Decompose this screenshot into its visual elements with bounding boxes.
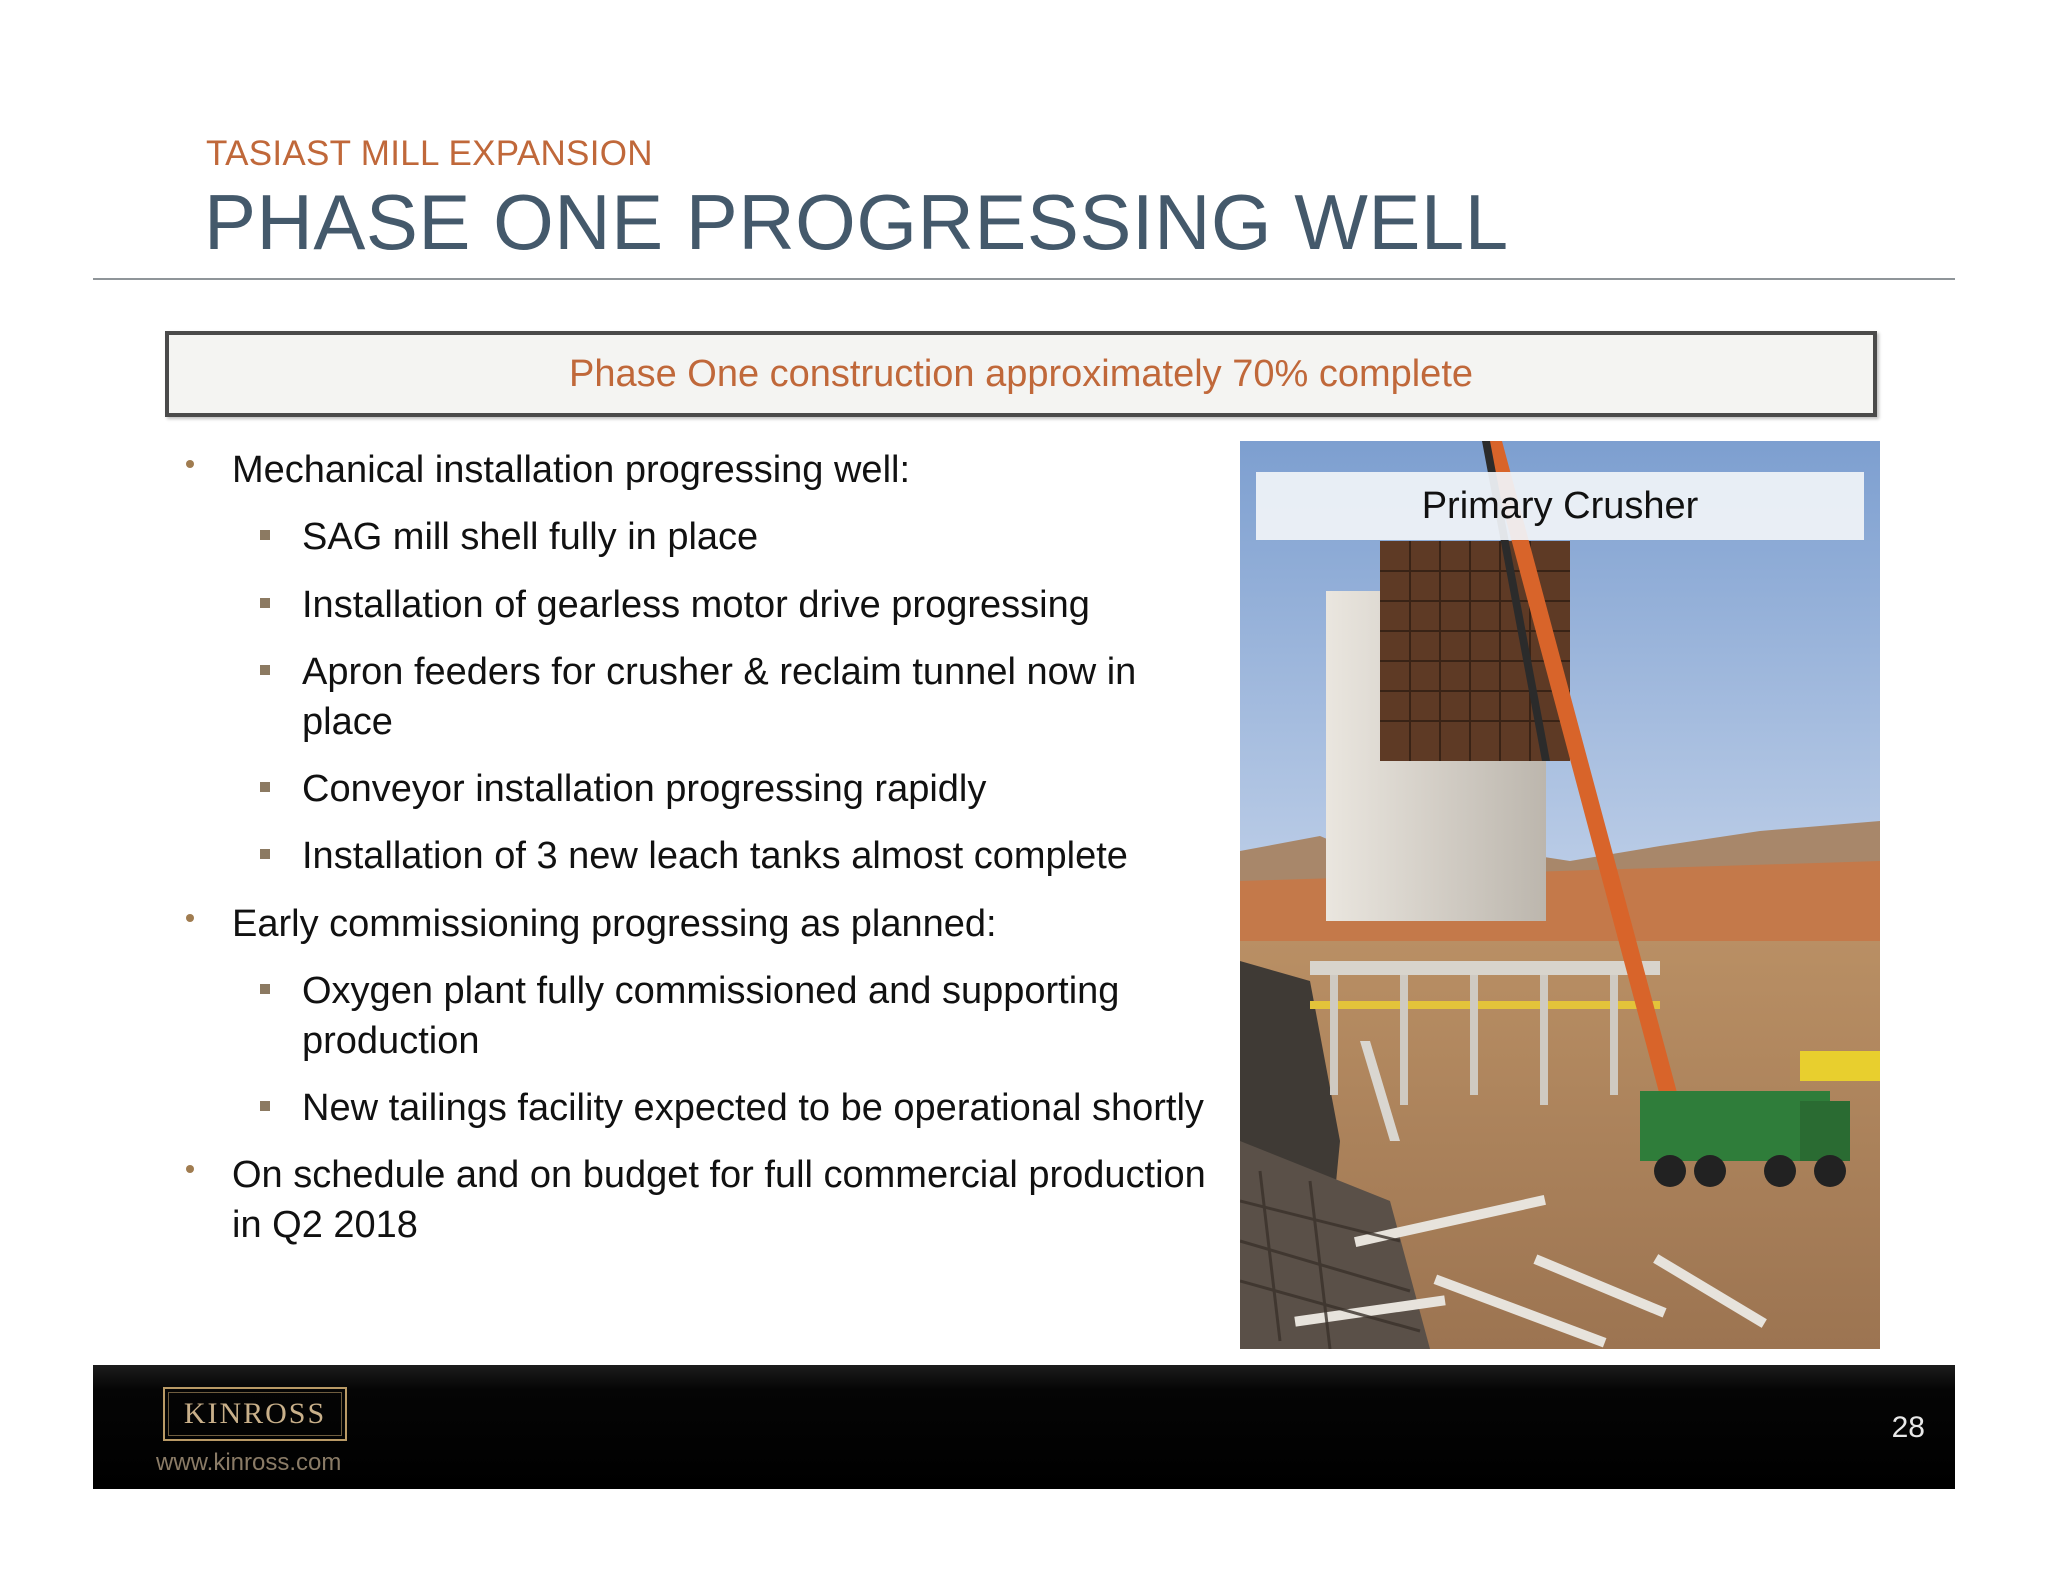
page-title: PHASE ONE PROGRESSING WELL <box>204 178 1509 266</box>
photo-caption: Primary Crusher <box>1256 472 1864 540</box>
sub-bullet-text: SAG mill shell fully in place <box>302 516 759 559</box>
callout-box <box>165 331 1877 417</box>
bullet-item <box>182 1151 1212 1250</box>
kinross-logo <box>163 1387 347 1441</box>
bullet-list <box>182 446 1212 1250</box>
sub-bullet-text: Apron feeders for crusher & reclaim tunnel now in place <box>302 651 1137 743</box>
bullet-dot-icon <box>186 1165 194 1173</box>
bullet-text: Early commissioning progressing as planned: <box>232 902 997 945</box>
square-bullet-icon <box>260 1101 270 1111</box>
sub-bullet-item <box>182 967 1212 1066</box>
construction-photo <box>1240 441 1880 1349</box>
sub-bullet-item <box>182 513 1212 562</box>
section-label: TASIAST MILL EXPANSION <box>206 134 653 173</box>
logo-inner-border <box>168 1392 342 1436</box>
crusher-site-illustration <box>1240 441 1880 1349</box>
bullet-item <box>182 446 1212 495</box>
square-bullet-icon <box>260 849 270 859</box>
sub-bullet-item <box>182 765 1212 814</box>
sub-bullet-text: Conveyor installation progressing rapidly <box>302 767 987 810</box>
bullet-dot-icon <box>186 460 194 468</box>
callout-text: Phase One construction approximately 70% complete <box>568 352 1474 395</box>
square-bullet-icon <box>260 782 270 792</box>
sub-bullet-text: Installation of 3 new leach tanks almost complete <box>302 835 1128 878</box>
title-divider <box>93 278 1955 280</box>
bullet-text: Mechanical installation progressing well: <box>232 449 911 491</box>
page-number: 28 <box>1891 1411 1925 1444</box>
bullet-dot-icon <box>186 914 194 922</box>
square-bullet-icon <box>260 984 270 994</box>
sub-bullet-text: New tailings facility expected to be operational shortly <box>302 1086 1204 1129</box>
bullet-item <box>182 900 1212 949</box>
square-bullet-icon <box>260 598 270 608</box>
sub-bullet-item <box>182 648 1212 747</box>
footer-url-link[interactable]: www.kinross.com <box>156 1449 342 1476</box>
sub-bullet-item <box>182 832 1212 881</box>
logo-text: KINROSS <box>183 1397 327 1430</box>
sub-bullet-item <box>182 581 1212 630</box>
footer-bar <box>93 1365 1955 1489</box>
square-bullet-icon <box>260 665 270 675</box>
square-bullet-icon <box>260 530 270 540</box>
sub-bullet-text: Installation of gearless motor drive progressing <box>302 583 1090 626</box>
sub-bullet-text: Oxygen plant fully commissioned and supporting production <box>302 970 1120 1062</box>
sub-bullet-item <box>182 1084 1212 1133</box>
bullet-text: On schedule and on budget for full commercial production in Q2 2018 <box>232 1154 1206 1246</box>
